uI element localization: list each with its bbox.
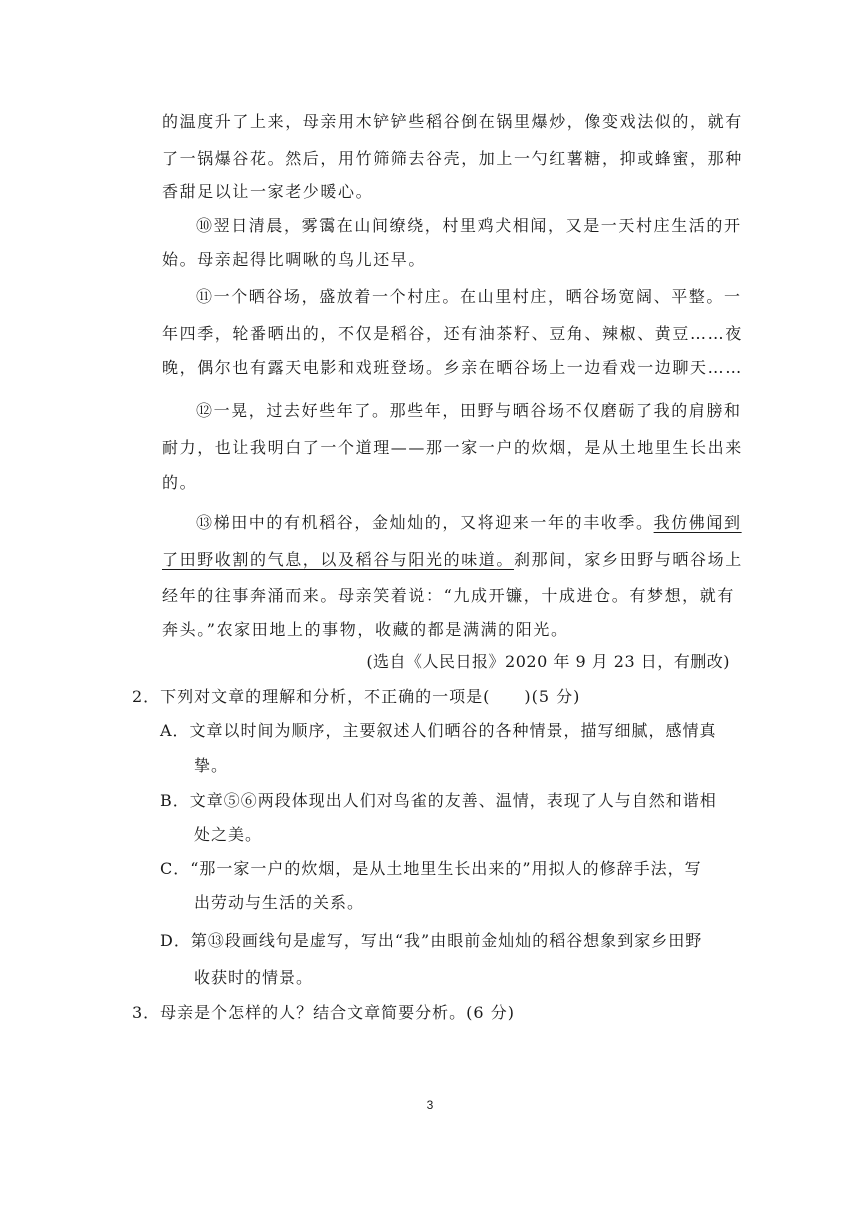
paragraph-11-line-2: 年四季，轮番晒出的，不仅是稻谷，还有油茶籽、豆角、辣椒、黄豆……夜 [162, 324, 743, 343]
question-2-stem: 2．下列对文章的理解和分析，不正确的一项是( )(5 分) [132, 687, 581, 706]
option-a-line-2: 挚。 [194, 756, 229, 775]
option-b-line-2: 处之美。 [194, 825, 263, 844]
option-b-line-1: B．文章⑤⑥两段体现出人们对鸟雀的友善、温情，表现了人与自然和谐相 [160, 791, 717, 810]
paragraph-13-line-4: 奔头。”农家田地上的事物，收藏的都是满满的阳光。 [162, 620, 569, 639]
paragraph-9-line-2: 了一锅爆谷花。然后，用竹筛筛去谷壳，加上一勺红薯糖，抑或蜂蜜，那种 [162, 149, 743, 168]
underlined-sentence-part-2: 了田野收割的气息，以及稻谷与阳光的味道。 [162, 550, 515, 569]
paragraph-11-line-1: ⑪一个晒谷场，盛放着一个村庄。在山里村庄，晒谷场宽阔、平整。一 [196, 287, 742, 306]
source-citation: (选自《人民日报》2020 年 9 月 23 日，有删改) [366, 652, 730, 671]
paragraph-12-line-1: ⑫一晃，过去好些年了。那些年，田野与晒谷场不仅磨砺了我的肩膀和 [196, 401, 742, 420]
paragraph-10-line-2: 始。母亲起得比啁啾的鸟儿还早。 [162, 250, 427, 269]
paragraph-9-line-3: 香甜足以让一家老少暖心。 [162, 182, 374, 201]
paragraph-12-line-2: 耐力，也让我明白了一个道理——那一家一户的炊烟，是从土地里生长出来 [162, 438, 743, 457]
paragraph-13-line-1 [196, 513, 742, 533]
option-c-line-1: C．“那一家一户的炊烟，是从土地里生长出来的”用拟人的修辞手法，写 [160, 859, 702, 878]
paragraph-10-line-1: ⑩翌日清晨，雾霭在山间缭绕，村里鸡犬相闻，又是一天村庄生活的开 [196, 216, 742, 235]
option-c-line-2: 出劳动与生活的关系。 [194, 893, 365, 912]
page-number: 3 [426, 1098, 434, 1112]
paragraph-13-line-2 [162, 550, 743, 570]
paragraph-13-text: ⑬梯田中的有机稻谷，金灿灿的，又将迎来一年的丰收季。 [196, 513, 654, 532]
option-d-line-1: D．第⑬段画线句是虚写，写出“我”由眼前金灿灿的稻谷想象到家乡田野 [160, 931, 703, 950]
question-3-stem: 3．母亲是个怎样的人？结合文章简要分析。(6 分) [132, 1003, 515, 1022]
paragraph-13-text-rest: 刹那间，家乡田野与晒谷场上 [514, 550, 743, 569]
option-a-line-1: A．文章以时间为顺序，主要叙述人们晒谷的各种情景，描写细腻，感情真 [160, 721, 717, 740]
paragraph-9-line-1: 的温度升了上来，母亲用木铲铲些稻谷倒在锅里爆炒，像变戏法似的，就有 [162, 112, 743, 131]
paragraph-12-line-3: 的。 [162, 473, 198, 492]
paragraph-11-line-3: 晚，偶尔也有露天电影和戏班登场。乡亲在晒谷场上一边看戏一边聊天…… [162, 358, 743, 377]
underlined-sentence-part-1: 我仿佛闻到 [653, 513, 742, 532]
paragraph-13-line-3: 经年的往事奔涌而来。母亲笑着说：“九成开镰，十成进仓。有梦想，就有 [162, 586, 735, 605]
option-d-line-2: 收获时的情景。 [194, 968, 314, 987]
